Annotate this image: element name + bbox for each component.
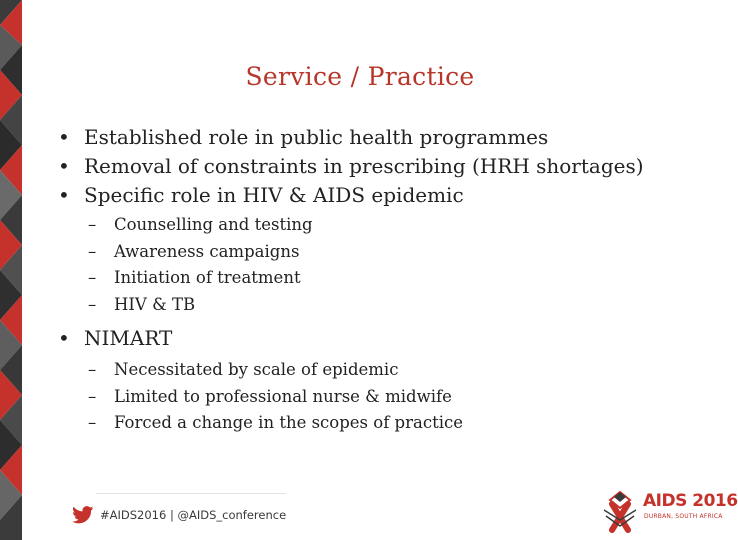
sub-item-text: Forced a change in the scopes of practice — [114, 413, 463, 432]
bullet-marker: • — [58, 183, 70, 207]
sub-item-text: HIV & TB — [114, 294, 196, 314]
footer-divider — [96, 493, 286, 494]
dash-marker: – — [88, 241, 97, 261]
bullet-item — [58, 154, 658, 179]
sub-list — [58, 357, 658, 437]
aids2016-logo — [600, 490, 738, 534]
bullet-item — [58, 326, 658, 351]
sub-item — [58, 292, 658, 319]
sub-item-text: Necessitated by scale of epidemic — [114, 360, 399, 379]
dash-marker: – — [88, 360, 97, 379]
dash-marker: – — [88, 268, 97, 287]
sub-item — [58, 384, 658, 411]
bullet-text: Specific role in HIV & AIDS epidemic — [84, 183, 464, 207]
bullet-item — [58, 183, 658, 208]
sub-item — [58, 410, 658, 437]
bullet-item — [58, 125, 658, 150]
aids-ribbon-logo-icon — [600, 490, 640, 532]
footer-hashtag — [72, 506, 286, 524]
sub-item — [58, 239, 658, 266]
bullet-marker: • — [58, 154, 70, 178]
sub-list — [58, 212, 658, 318]
dash-marker: – — [88, 215, 97, 234]
logo-subtitle: DURBAN, SOUTH AFRICA — [644, 513, 723, 520]
bullet-list — [58, 125, 658, 445]
sub-item-text: Initiation of treatment — [114, 268, 301, 287]
bullet-text: Removal of constraints in prescribing (HRH shortages) — [84, 154, 644, 178]
footer-hashtag-text: #AIDS2016 | @AIDS_conference — [100, 508, 287, 522]
sub-item — [58, 357, 658, 384]
sub-item — [58, 265, 658, 292]
sub-item-text: Limited to professional nurse & midwife — [114, 386, 452, 406]
sub-item-text: Awareness campaigns — [114, 241, 300, 261]
dash-marker: – — [88, 413, 97, 432]
bullet-marker: • — [58, 326, 70, 350]
sub-item-text: Counselling and testing — [114, 215, 313, 234]
dash-marker: – — [88, 294, 97, 314]
slide-title: Service / Practice — [245, 62, 475, 91]
bullet-marker: • — [58, 125, 70, 149]
dash-marker: – — [88, 386, 97, 406]
logo-name: AIDS 2016 — [643, 491, 738, 511]
sub-item — [58, 212, 658, 239]
bullet-text: NIMART — [84, 326, 173, 350]
twitter-bird-icon — [72, 506, 94, 524]
bullet-text: Established role in public health programmes — [84, 125, 549, 149]
